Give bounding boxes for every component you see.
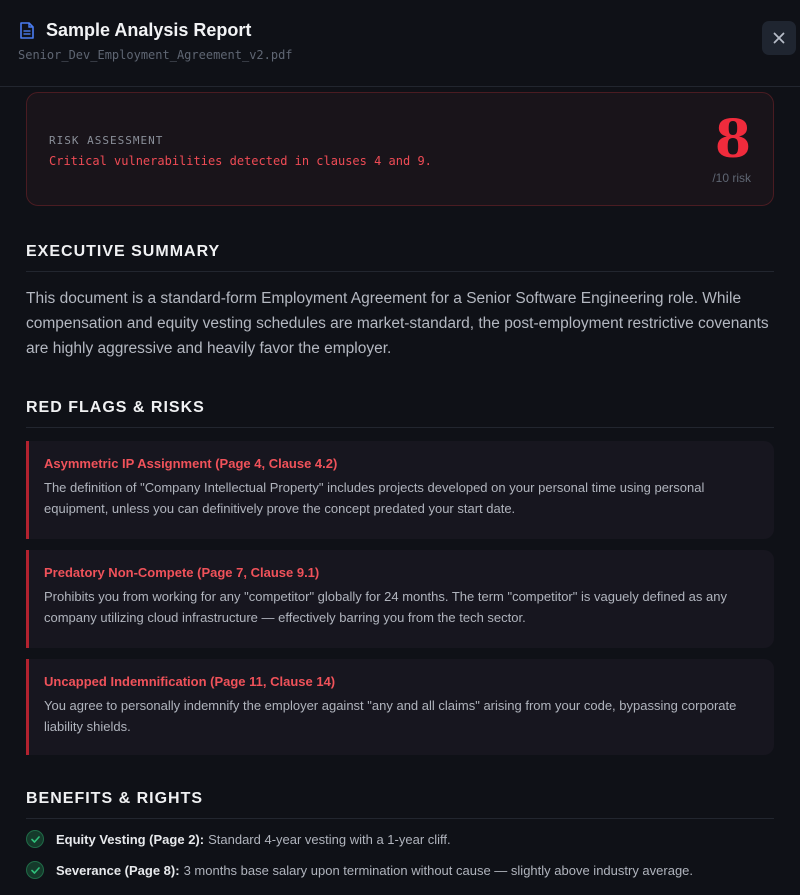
- benefit-text: 3 months base salary upon termination without cause — slightly above industry average.: [183, 862, 694, 878]
- report-content: [0, 92, 800, 879]
- close-icon: [773, 32, 785, 44]
- red-flag-body: Prohibits you from working for any "competitor" globally for 24 months. The term "competitor" is vaguely defined as any company utilizing cloud infrastructure — effectively barring you from the tech sector.: [44, 589, 727, 625]
- executive-summary-text: This document is a standard-form Employment Agreement for a Senior Software Engineering role. While compensation and equity vesting schedules are market-standard, the post-employment restrictive covenants are highly aggressive and heavily favor the employer.: [26, 290, 769, 357]
- red-flag-title: Uncapped Indemnification (Page 11, Clause 14): [44, 674, 336, 689]
- document-icon: [20, 22, 34, 39]
- benefit-item: [26, 830, 774, 848]
- close-button[interactable]: [762, 21, 796, 55]
- risk-score-value: 8: [714, 109, 751, 170]
- benefit-label: Equity Vesting (Page 2):: [56, 831, 205, 847]
- red-flags-heading: RED FLAGS & RISKS: [26, 399, 774, 428]
- red-flag-item: [26, 659, 774, 755]
- benefits-list: [26, 830, 774, 879]
- red-flag-item: [26, 550, 774, 648]
- red-flags-list: [26, 441, 774, 755]
- report-header: [0, 0, 800, 87]
- red-flag-title: Predatory Non-Compete (Page 7, Clause 9.1): [44, 565, 320, 580]
- page-title: Sample Analysis Report: [46, 20, 252, 40]
- file-name: Senior_Dev_Employment_Agreement_v2.pdf: [18, 48, 293, 62]
- risk-label: RISK ASSESSMENT: [49, 134, 164, 147]
- benefit-item: [26, 861, 774, 879]
- red-flag-item: [26, 441, 774, 539]
- check-icon: [26, 830, 44, 848]
- risk-score-unit: /10 risk: [712, 171, 751, 185]
- red-flag-body: You agree to personally indemnify the employer against "any and all claims" arising from your code, bypassing corporate liability shields.: [44, 698, 737, 734]
- risk-score: [712, 111, 751, 185]
- title-row: [18, 20, 782, 41]
- benefits-heading: BENEFITS & RIGHTS: [26, 790, 774, 819]
- benefit-text: Standard 4-year vesting with a 1-year cliff.: [208, 831, 451, 847]
- red-flag-title: Asymmetric IP Assignment (Page 4, Clause 4.2): [44, 456, 338, 471]
- benefit-label: Severance (Page 8):: [56, 862, 180, 878]
- risk-message: Critical vulnerabilities detected in clauses 4 and 9.: [49, 154, 432, 168]
- risk-assessment-card: [26, 92, 774, 206]
- red-flag-body: The definition of "Company Intellectual Property" includes projects developed on your personal time using personal equipment, unless you can definitively prove the concept predated your start date.: [44, 480, 705, 516]
- executive-summary-heading: EXECUTIVE SUMMARY: [26, 243, 774, 272]
- check-icon: [26, 861, 44, 879]
